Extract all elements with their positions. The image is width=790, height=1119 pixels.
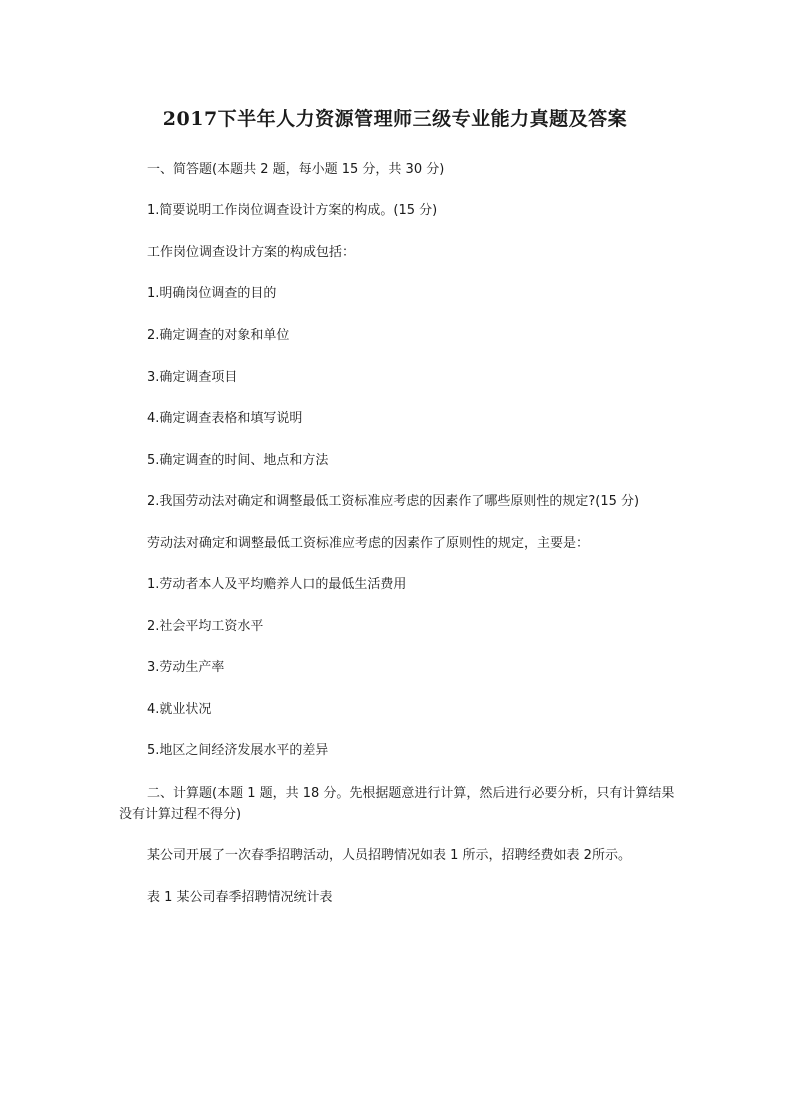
question-2: 2.我国劳动法对确定和调整最低工资标准应考虑的因素作了哪些原则性的规定?(15 分) [147, 494, 640, 509]
answer-1-intro: 工作岗位调查设计方案的构成包括： [147, 245, 356, 260]
answer-1-item: 1.明确岗位调查的目的 [147, 286, 277, 301]
answer-2-item: 4.就业状况 [147, 702, 212, 717]
answer-2-item: 2.社会平均工资水平 [147, 619, 264, 634]
answer-2-item: 3.劳动生产率 [147, 660, 225, 675]
case-description: 某公司开展了一次春季招聘活动，人员招聘情况如表 1 所示，招聘经费如表 2所示。 [147, 848, 631, 863]
answer-2-item: 1.劳动者本人及平均赡养人口的最低生活费用 [147, 577, 407, 592]
answer-1-item: 2.确定调查的对象和单位 [147, 328, 290, 343]
answer-2-intro: 劳动法对确定和调整最低工资标准应考虑的因素作了原则性的规定，主要是： [147, 536, 590, 551]
answer-1-item: 5.确定调查的时间、地点和方法 [147, 453, 329, 468]
section-2-heading: 二、计算题(本题 1 题，共 18 分。先根据题意进行计算，然后进行必要分析，只有计算结果没有计算过程不得分) [119, 786, 675, 822]
answer-1-item: 4.确定调查表格和填写说明 [147, 411, 303, 426]
table-1-caption: 表 1 某公司春季招聘情况统计表 [147, 890, 333, 905]
answer-1-item: 3.确定调查项目 [147, 370, 238, 385]
question-1: 1.简要说明工作岗位调查设计方案的构成。(15 分) [147, 203, 438, 218]
section-1-heading: 一、简答题(本题共 2 题，每小题 15 分，共 30 分) [147, 162, 445, 177]
answer-2-item: 5.地区之间经济发展水平的差异 [147, 743, 329, 758]
document-title: 2017下半年人力资源管理师三级专业能力真题及答案 [162, 108, 628, 130]
